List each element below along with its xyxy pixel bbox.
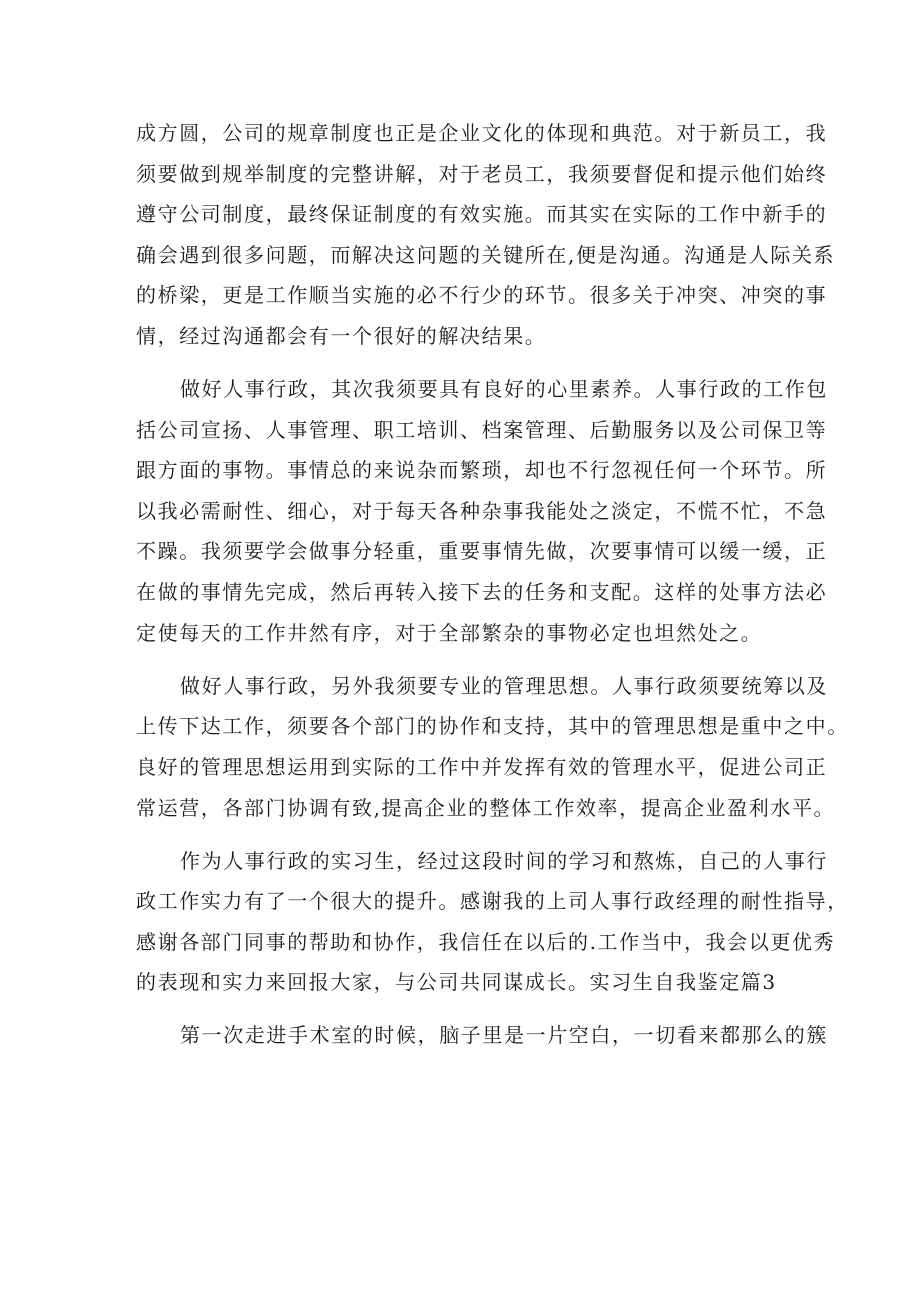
paragraph <box>136 666 849 828</box>
text-line: 须要做到规举制度的完整讲解，对于老员工，我须要督促和提示他们始终 <box>136 161 828 186</box>
text-line: 做好人事行政，另外我须要专业的管理思想。人事行政须要统筹以及 <box>180 673 828 698</box>
text-line: 以我必需耐性、细心，对于每天各种杂事我能处之淡定，不慌不忙，不急 <box>136 498 828 523</box>
text-line: 感谢各部门同事的帮助和协作，我信任在以后的.工作当中，我会以更优秀 <box>136 929 836 954</box>
text-line: 确会遇到很多问题，而解决这问题的关键所在,便是沟通。沟通是人际关系 <box>136 242 836 267</box>
paragraph <box>136 369 828 653</box>
text-line: 不躁。我须要学会做事分轻重，重要事情先做，次要事情可以缓一缓，正 <box>136 539 828 564</box>
text-line: 的表现和实力来回报大家，与公司共同谋成长。实习生自我鉴定篇3 <box>136 970 777 995</box>
text-line: 成方圆，公司的规章制度也正是企业文化的体现和典范。对于新员工，我 <box>136 121 828 145</box>
paragraph-spacer <box>136 653 801 666</box>
text-line: 常运营，各部门协调有致,提高企业的整体工作效率，提高企业盈利水平。 <box>136 795 836 820</box>
text-line: 遵守公司制度，最终保证制度的有效实施。而其实在实际的工作中新手的 <box>136 202 828 227</box>
text-line: 第一次走进手术室的时候，脑子里是一片空白，一切看来都那么的簇 <box>180 1023 828 1048</box>
text-line: 作为人事行政的实习生，经过这段时间的学习和熬炼，自己的人事行 <box>180 848 828 873</box>
text-line: 良好的管理思想运用到实际的工作中并发挥有效的管理水平，促进公司正 <box>136 754 828 779</box>
document-body <box>136 113 849 1056</box>
text-line: 情，经过沟通都会有一个很好的解决结果。 <box>136 323 547 348</box>
paragraph-spacer <box>136 828 801 841</box>
text-line: 做好人事行政，其次我须要具有良好的心里素养。人事行政的工作包 <box>180 377 828 402</box>
paragraph-spacer <box>136 357 801 370</box>
text-line: 在做的事情先完成，然后再转入接下去的任务和支配。这样的处事方法必 <box>136 580 828 605</box>
text-line: 跟方面的事物。事情总的来说杂而繁琐，却也不行忽视任何一个环节。所 <box>136 458 828 483</box>
text-line: 政工作实力有了一个很大的提升。感谢我的上司人事行政经理的耐性指导， <box>136 889 849 914</box>
text-line: 上传下达工作，须要各个部门的协作和支持，其中的管理思想是重中之中。 <box>136 714 849 739</box>
text-line: 的桥梁，更是工作顺当实施的必不行少的环节。很多关于冲突、冲突的事 <box>136 283 828 308</box>
paragraph <box>136 113 836 357</box>
text-line: 定使每天的工作井然有序，对于全部繁杂的事物必定也坦然处之。 <box>136 620 763 645</box>
paragraph-spacer <box>136 1003 801 1016</box>
paragraph <box>136 1015 828 1056</box>
paragraph <box>136 841 849 1003</box>
text-line: 括公司宣扬、人事管理、职工培训、档案管理、后勤服务以及公司保卫等 <box>136 417 828 442</box>
